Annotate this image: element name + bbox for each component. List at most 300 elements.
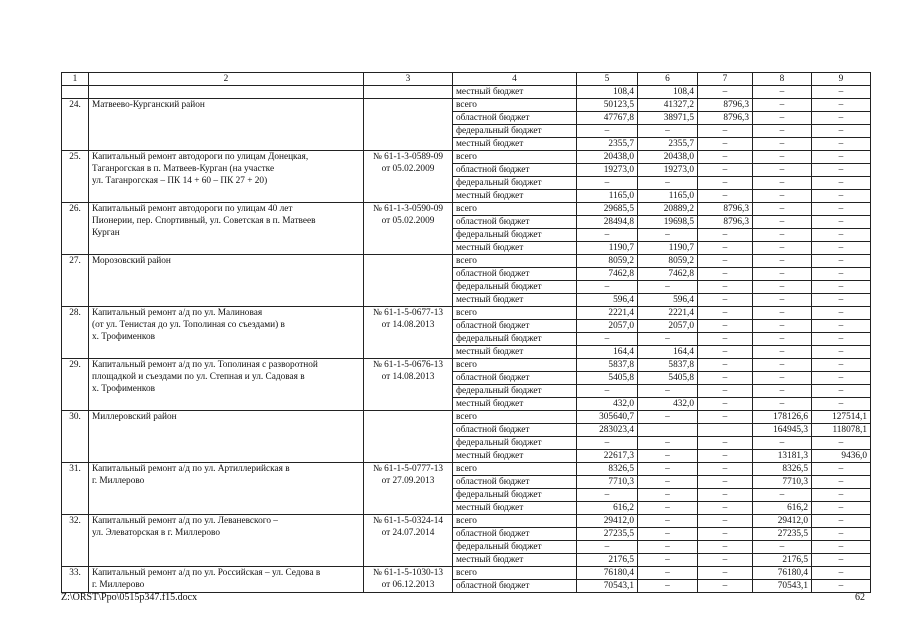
amount-cell: – xyxy=(812,515,871,528)
object-name-line: площадкой и съездами по ул. Степная и ул. Садовая в xyxy=(92,372,305,382)
amount-cell: – xyxy=(698,138,753,151)
expertise-document-line: № 61-1-5-0777-13 xyxy=(372,464,444,474)
amount-cell: – xyxy=(698,164,753,177)
amount-cell: – xyxy=(698,190,753,203)
amount-cell: – xyxy=(812,99,871,112)
amount-cell: 127514,1 xyxy=(812,411,871,424)
amount-cell: 616,2 xyxy=(577,502,638,515)
budget-source: федеральный бюджет xyxy=(453,333,577,346)
amount-cell: – xyxy=(577,333,638,346)
budget-source: всего xyxy=(453,255,577,268)
expertise-document xyxy=(364,515,453,567)
amount-cell: – xyxy=(638,333,698,346)
amount-cell: – xyxy=(698,177,753,190)
amount-cell: 616,2 xyxy=(753,502,812,515)
budget-source: федеральный бюджет xyxy=(453,489,577,502)
header-cell: 4 xyxy=(453,73,577,86)
amount-cell: – xyxy=(698,411,753,424)
expertise-document xyxy=(364,203,453,255)
amount-cell: – xyxy=(698,229,753,242)
amount-cell: – xyxy=(812,268,871,281)
amount-cell: – xyxy=(753,541,812,554)
amount-cell: – xyxy=(698,580,753,593)
amount-cell: – xyxy=(812,398,871,411)
amount-cell: – xyxy=(753,229,812,242)
amount-cell: 19273,0 xyxy=(638,164,698,177)
item-number: 30. xyxy=(62,411,89,463)
object-name xyxy=(89,203,364,255)
budget-source: всего xyxy=(453,203,577,216)
amount-cell: – xyxy=(753,99,812,112)
expertise-document-line: № 61-1-5-0324-14 xyxy=(372,516,444,526)
object-name-line: г. Миллерово xyxy=(92,476,145,486)
amount-cell: – xyxy=(753,268,812,281)
amount-cell: – xyxy=(638,463,698,476)
amount-cell: – xyxy=(698,515,753,528)
amount-cell: – xyxy=(753,190,812,203)
amount-cell: – xyxy=(698,554,753,567)
table-row xyxy=(62,359,871,372)
amount-cell: 178126,6 xyxy=(753,411,812,424)
object-name xyxy=(89,411,364,463)
amount-cell: 2057,0 xyxy=(577,320,638,333)
table-body xyxy=(62,73,871,593)
item-number: 32. xyxy=(62,515,89,567)
object-name xyxy=(89,567,364,593)
object-name-line: Пионерии, пер. Спортивный, ул. Советская в п. Матвеев xyxy=(92,216,316,226)
amount-cell: 2221,4 xyxy=(638,307,698,320)
expertise-document-line: от 14.08.2013 xyxy=(381,320,435,330)
amount-cell: 5837,8 xyxy=(638,359,698,372)
amount-cell: 47767,8 xyxy=(577,112,638,125)
amount-cell: – xyxy=(698,450,753,463)
amount-cell: – xyxy=(753,294,812,307)
expertise-document xyxy=(364,463,453,515)
amount-cell: 22617,3 xyxy=(577,450,638,463)
amount-cell: – xyxy=(753,216,812,229)
amount-cell: – xyxy=(698,463,753,476)
amount-cell: 70543,1 xyxy=(577,580,638,593)
amount-cell: 1190,7 xyxy=(577,242,638,255)
expertise-document xyxy=(364,411,453,463)
amount-cell: – xyxy=(698,398,753,411)
amount-cell: – xyxy=(812,255,871,268)
header-cell: 6 xyxy=(638,73,698,86)
amount-cell: 108,4 xyxy=(638,86,698,99)
amount-cell: 5405,8 xyxy=(638,372,698,385)
header-cell: 8 xyxy=(753,73,812,86)
table-row xyxy=(62,463,871,476)
item-number xyxy=(62,86,89,99)
amount-cell: – xyxy=(753,398,812,411)
amount-cell: – xyxy=(698,320,753,333)
expertise-document-line: от 27.09.2013 xyxy=(381,476,435,486)
item-number: 31. xyxy=(62,463,89,515)
amount-cell: – xyxy=(577,541,638,554)
amount-cell: 27235,5 xyxy=(577,528,638,541)
amount-cell: – xyxy=(698,294,753,307)
amount-cell: – xyxy=(812,281,871,294)
amount-cell: – xyxy=(577,125,638,138)
amount-cell: – xyxy=(753,437,812,450)
header-cell: 9 xyxy=(812,73,871,86)
amount-cell: – xyxy=(698,489,753,502)
amount-cell: – xyxy=(577,281,638,294)
amount-cell: – xyxy=(753,372,812,385)
budget-source: всего xyxy=(453,307,577,320)
amount-cell: 2221,4 xyxy=(577,307,638,320)
object-name-line: х. Трофименков xyxy=(92,332,155,342)
amount-cell: – xyxy=(577,489,638,502)
budget-source: всего xyxy=(453,151,577,164)
amount-cell: – xyxy=(753,86,812,99)
object-name xyxy=(89,359,364,411)
amount-cell: – xyxy=(753,138,812,151)
object-name-line: (от ул. Тенистая до ул. Тополиная со съездами) в xyxy=(92,320,285,330)
amount-cell: 7462,8 xyxy=(638,268,698,281)
expertise-document xyxy=(364,99,453,151)
amount-cell: 19273,0 xyxy=(577,164,638,177)
budget-source: всего xyxy=(453,463,577,476)
amount-cell: 164,4 xyxy=(577,346,638,359)
amount-cell: – xyxy=(638,281,698,294)
amount-cell: – xyxy=(812,229,871,242)
header-cell: 3 xyxy=(364,73,453,86)
object-name-line: Капитальный ремонт а/д по ул. Артиллерийская в xyxy=(92,464,290,474)
table-row xyxy=(62,307,871,320)
amount-cell: 2176,5 xyxy=(577,554,638,567)
amount-cell: – xyxy=(577,385,638,398)
budget-source: местный бюджет xyxy=(453,450,577,463)
object-name-line: Капитальный ремонт автодороги по улицам Донецкая, xyxy=(92,152,309,162)
item-number: 26. xyxy=(62,203,89,255)
budget-source: местный бюджет xyxy=(453,554,577,567)
amount-cell: – xyxy=(577,177,638,190)
amount-cell: 7462,8 xyxy=(577,268,638,281)
amount-cell: – xyxy=(812,554,871,567)
amount-cell: 432,0 xyxy=(638,398,698,411)
budget-source: местный бюджет xyxy=(453,242,577,255)
amount-cell: – xyxy=(698,333,753,346)
amount-cell xyxy=(698,424,753,437)
budget-source: областной бюджет xyxy=(453,476,577,489)
budget-table xyxy=(61,72,871,593)
amount-cell: – xyxy=(753,385,812,398)
item-number: 24. xyxy=(62,99,89,151)
object-name-line: Капитальный ремонт а/д по ул. Тополиная с разворотной xyxy=(92,360,318,370)
amount-cell: – xyxy=(812,502,871,515)
budget-source: федеральный бюджет xyxy=(453,281,577,294)
amount-cell: – xyxy=(753,320,812,333)
object-name xyxy=(89,151,364,203)
amount-cell: – xyxy=(812,463,871,476)
amount-cell: 432,0 xyxy=(577,398,638,411)
object-name-line: Капитальный ремонт а/д по ул. Малиновая xyxy=(92,308,263,318)
amount-cell: – xyxy=(698,307,753,320)
amount-cell: 8059,2 xyxy=(577,255,638,268)
expertise-document xyxy=(364,567,453,593)
amount-cell: – xyxy=(698,255,753,268)
amount-cell: 5837,8 xyxy=(577,359,638,372)
budget-source: всего xyxy=(453,359,577,372)
object-name-line: Курган xyxy=(92,228,120,238)
amount-cell: – xyxy=(638,229,698,242)
amount-cell: 7710,3 xyxy=(577,476,638,489)
amount-cell: – xyxy=(812,203,871,216)
table-row xyxy=(62,99,871,112)
amount-cell: – xyxy=(698,528,753,541)
amount-cell: – xyxy=(812,112,871,125)
amount-cell: – xyxy=(698,242,753,255)
object-name-line: Морозовский район xyxy=(92,256,171,266)
amount-cell: 9436,0 xyxy=(812,450,871,463)
amount-cell: 8796,3 xyxy=(698,216,753,229)
object-name-line: Капитальный ремонт автодороги по улицам 40 лет xyxy=(92,204,293,214)
amount-cell: 8796,3 xyxy=(698,99,753,112)
budget-source: областной бюджет xyxy=(453,268,577,281)
budget-source: местный бюджет xyxy=(453,190,577,203)
amount-cell: – xyxy=(698,372,753,385)
amount-cell: – xyxy=(812,164,871,177)
amount-cell: 118078,1 xyxy=(812,424,871,437)
budget-source: областной бюджет xyxy=(453,112,577,125)
amount-cell: – xyxy=(698,385,753,398)
amount-cell: – xyxy=(812,138,871,151)
expertise-document xyxy=(364,151,453,203)
amount-cell: – xyxy=(638,411,698,424)
amount-cell: – xyxy=(698,125,753,138)
amount-cell: 2176,5 xyxy=(753,554,812,567)
object-name-line: ул. Таганрогская – ПК 14 + 60 – ПК 27 + 20) xyxy=(92,176,268,186)
object-name xyxy=(89,255,364,307)
amount-cell: – xyxy=(698,567,753,580)
budget-source: всего xyxy=(453,515,577,528)
amount-cell: – xyxy=(638,541,698,554)
budget-source: федеральный бюджет xyxy=(453,541,577,554)
amount-cell: 164,4 xyxy=(638,346,698,359)
object-name xyxy=(89,515,364,567)
amount-cell: – xyxy=(698,359,753,372)
expertise-document-line: № 61-1-5-0676-13 xyxy=(372,360,444,370)
amount-cell: 305640,7 xyxy=(577,411,638,424)
amount-cell: 20438,0 xyxy=(638,151,698,164)
header-cell: 7 xyxy=(698,73,753,86)
amount-cell: – xyxy=(812,333,871,346)
amount-cell: – xyxy=(577,437,638,450)
amount-cell: – xyxy=(812,86,871,99)
amount-cell: – xyxy=(812,437,871,450)
budget-source: областной бюджет xyxy=(453,320,577,333)
amount-cell: 8796,3 xyxy=(698,112,753,125)
header-row xyxy=(62,73,871,86)
amount-cell: – xyxy=(812,242,871,255)
object-name xyxy=(89,463,364,515)
budget-source: всего xyxy=(453,567,577,580)
amount-cell: – xyxy=(638,567,698,580)
expertise-document-line: № 61-1-3-0590-09 xyxy=(372,204,444,214)
header-cell: 2 xyxy=(89,73,364,86)
amount-cell: 28494,8 xyxy=(577,216,638,229)
expertise-document-line: от 05.02.2009 xyxy=(381,164,435,174)
amount-cell: – xyxy=(753,242,812,255)
amount-cell: – xyxy=(638,476,698,489)
amount-cell: 1190,7 xyxy=(638,242,698,255)
amount-cell: – xyxy=(638,502,698,515)
amount-cell: – xyxy=(698,437,753,450)
object-name xyxy=(89,307,364,359)
amount-cell: – xyxy=(698,281,753,294)
header-cell: 1 xyxy=(62,73,89,86)
amount-cell: – xyxy=(698,151,753,164)
object-name xyxy=(89,86,364,99)
amount-cell: – xyxy=(753,281,812,294)
budget-source: местный бюджет xyxy=(453,294,577,307)
amount-cell: 7710,3 xyxy=(753,476,812,489)
amount-cell: – xyxy=(812,372,871,385)
amount-cell: – xyxy=(812,190,871,203)
amount-cell: 29685,5 xyxy=(577,203,638,216)
object-name-line: Капитальный ремонт а/д по ул. Леваневского – xyxy=(92,516,278,526)
budget-source: всего xyxy=(453,411,577,424)
amount-cell: 108,4 xyxy=(577,86,638,99)
amount-cell: – xyxy=(812,385,871,398)
amount-cell: – xyxy=(753,151,812,164)
expertise-document-line: от 24.07.2014 xyxy=(381,528,435,538)
amount-cell: – xyxy=(812,307,871,320)
table-row xyxy=(62,567,871,580)
amount-cell: – xyxy=(812,216,871,229)
expertise-document-line: № 61-1-5-1030-13 xyxy=(372,568,444,578)
amount-cell: – xyxy=(812,320,871,333)
amount-cell: 41327,2 xyxy=(638,99,698,112)
budget-source: местный бюджет xyxy=(453,86,577,99)
amount-cell: 19698,5 xyxy=(638,216,698,229)
expertise-document xyxy=(364,359,453,411)
amount-cell: – xyxy=(753,489,812,502)
amount-cell: – xyxy=(638,515,698,528)
amount-cell: – xyxy=(812,489,871,502)
item-number: 27. xyxy=(62,255,89,307)
amount-cell: – xyxy=(638,580,698,593)
amount-cell: – xyxy=(753,255,812,268)
amount-cell: 164945,3 xyxy=(753,424,812,437)
amount-cell: 38971,5 xyxy=(638,112,698,125)
object-name xyxy=(89,99,364,151)
expertise-document-line: от 06.12.2013 xyxy=(381,580,435,590)
amount-cell: – xyxy=(638,489,698,502)
budget-source: областной бюджет xyxy=(453,164,577,177)
expertise-document xyxy=(364,307,453,359)
amount-cell: 283023,4 xyxy=(577,424,638,437)
amount-cell: – xyxy=(698,346,753,359)
amount-cell: – xyxy=(812,476,871,489)
budget-source: федеральный бюджет xyxy=(453,385,577,398)
object-name-line: Миллеровский район xyxy=(92,412,177,422)
object-name-line: Капитальный ремонт а/д по ул. Российская – ул. Седова в xyxy=(92,568,321,578)
amount-cell: 8059,2 xyxy=(638,255,698,268)
amount-cell: – xyxy=(698,268,753,281)
amount-cell: – xyxy=(753,112,812,125)
amount-cell: – xyxy=(753,333,812,346)
amount-cell: – xyxy=(638,554,698,567)
amount-cell: 8796,3 xyxy=(698,203,753,216)
amount-cell: 76180,4 xyxy=(753,567,812,580)
budget-source: местный бюджет xyxy=(453,346,577,359)
amount-cell: – xyxy=(638,177,698,190)
amount-cell: – xyxy=(753,125,812,138)
amount-cell: 29412,0 xyxy=(577,515,638,528)
amount-cell: – xyxy=(638,528,698,541)
budget-source: местный бюджет xyxy=(453,138,577,151)
table-row xyxy=(62,255,871,268)
table-row xyxy=(62,86,871,99)
table-row xyxy=(62,203,871,216)
expertise-document-line: № 61-1-5-0677-13 xyxy=(372,308,444,318)
budget-source: федеральный бюджет xyxy=(453,229,577,242)
item-number: 25. xyxy=(62,151,89,203)
amount-cell: 1165,0 xyxy=(577,190,638,203)
budget-source: федеральный бюджет xyxy=(453,125,577,138)
amount-cell: – xyxy=(812,580,871,593)
amount-cell: 2057,0 xyxy=(638,320,698,333)
amount-cell: 8326,5 xyxy=(577,463,638,476)
budget-source: местный бюджет xyxy=(453,502,577,515)
budget-source: областной бюджет xyxy=(453,424,577,437)
amount-cell: 2355,7 xyxy=(577,138,638,151)
expertise-document xyxy=(364,255,453,307)
amount-cell: 596,4 xyxy=(638,294,698,307)
amount-cell: – xyxy=(812,567,871,580)
expertise-document-line: № 61-1-3-0589-09 xyxy=(372,152,444,162)
amount-cell: 13181,3 xyxy=(753,450,812,463)
amount-cell: – xyxy=(812,294,871,307)
amount-cell: 8326,5 xyxy=(753,463,812,476)
header-cell: 5 xyxy=(577,73,638,86)
table-row xyxy=(62,411,871,424)
amount-cell: 70543,1 xyxy=(753,580,812,593)
amount-cell: 596,4 xyxy=(577,294,638,307)
amount-cell: – xyxy=(812,125,871,138)
amount-cell: – xyxy=(753,164,812,177)
item-number: 33. xyxy=(62,567,89,593)
table-row xyxy=(62,151,871,164)
object-name-line: х. Трофименков xyxy=(92,384,155,394)
budget-source: областной бюджет xyxy=(453,216,577,229)
amount-cell: – xyxy=(698,541,753,554)
amount-cell: – xyxy=(698,502,753,515)
amount-cell: – xyxy=(753,307,812,320)
amount-cell: 29412,0 xyxy=(753,515,812,528)
amount-cell: – xyxy=(812,151,871,164)
item-number: 28. xyxy=(62,307,89,359)
budget-source: областной бюджет xyxy=(453,580,577,593)
amount-cell: – xyxy=(698,476,753,489)
amount-cell: – xyxy=(812,528,871,541)
amount-cell: – xyxy=(812,359,871,372)
budget-source: областной бюджет xyxy=(453,372,577,385)
amount-cell: 20438,0 xyxy=(577,151,638,164)
budget-source: местный бюджет xyxy=(453,398,577,411)
budget-source: областной бюджет xyxy=(453,528,577,541)
expertise-document-line: от 05.02.2009 xyxy=(381,216,435,226)
object-name-line: Таганрогская в п. Матвеев-Курган (на участке xyxy=(92,164,275,174)
expertise-document-line: от 14.08.2013 xyxy=(381,372,435,382)
expertise-document xyxy=(364,86,453,99)
amount-cell: 76180,4 xyxy=(577,567,638,580)
amount-cell xyxy=(638,424,698,437)
amount-cell: – xyxy=(638,437,698,450)
budget-source: федеральный бюджет xyxy=(453,437,577,450)
